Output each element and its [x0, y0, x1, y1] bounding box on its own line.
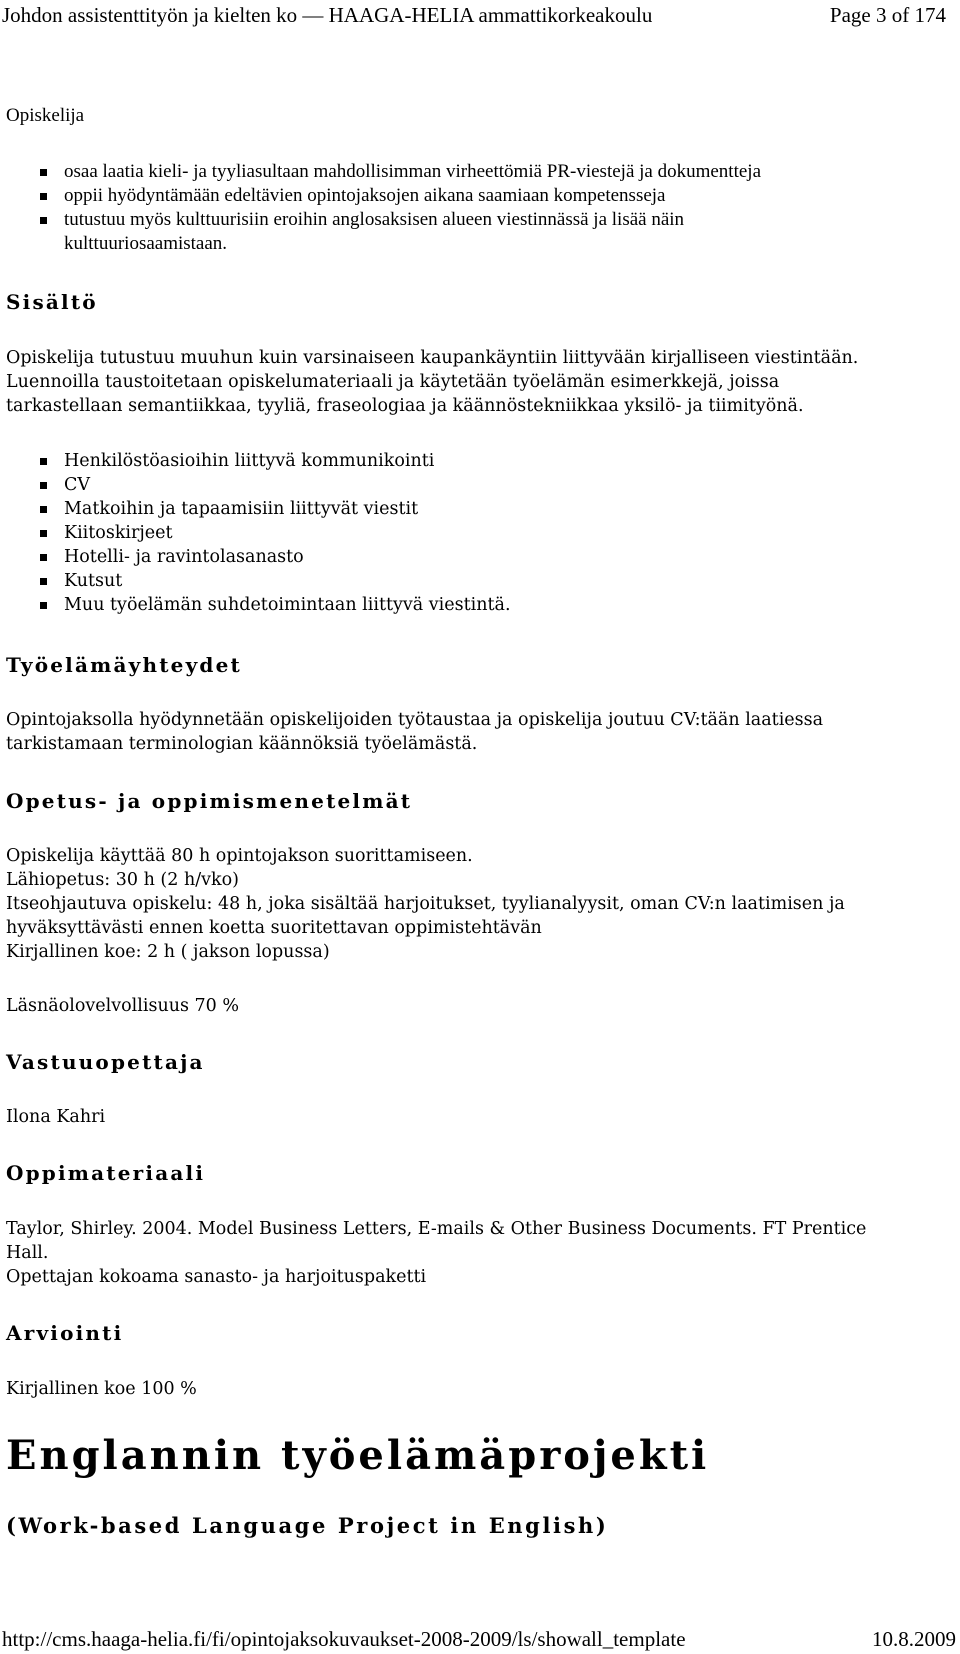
square-bullet-icon [40, 506, 47, 513]
list-item: Muu työelämän suhdetoimintaan liittyvä viestintä. [6, 593, 936, 617]
opetus-text-line: hyväksyttävästi ennen koetta suoritettavan oppimistehtävän [6, 918, 542, 938]
material-text-line: Taylor, Shirley. 2004. Model Business Letters, E-mails & Other Business Documents. FT Prentice [6, 1219, 867, 1239]
list-item: Hotelli- ja ravintolasanasto [6, 545, 936, 569]
square-bullet-icon [40, 458, 47, 465]
teacher-name: Ilona Kahri [6, 1107, 106, 1127]
section-heading-sisalto: Sisältö [6, 290, 98, 314]
tyoelama-text-line: Opintojaksolla hyödynnetään opiskelijoiden työtaustaa ja opiskelija joutuu CV:tään laatiessa [6, 710, 824, 730]
sisalto-topics-list [6, 449, 936, 617]
square-bullet-icon [40, 193, 47, 200]
course-subtitle: (Work-based Language Project in English) [6, 1513, 609, 1538]
section-heading-tyoelamayhteydet: Työelämäyhteydet [6, 653, 242, 677]
list-item: CV [6, 473, 936, 497]
material-text-line: Opettajan kokoama sanasto- ja harjoituspaketti [6, 1267, 427, 1287]
page-footer [0, 1624, 960, 1654]
section-heading-vastuuopettaja: Vastuuopettaja [6, 1050, 205, 1074]
list-item: osaa laatia kieli- ja tyyliasultaan mahdollisimman virheettömiä PR-viestejä ja dokumentteja [6, 160, 936, 184]
list-item: tutustuu myös kulttuurisiin eroihin anglosaksisen alueen viestinnässä ja lisää näin [6, 208, 936, 232]
square-bullet-icon [40, 169, 47, 176]
document-title: Johdon assistenttityön ja kielten ko — HAAGA-HELIA ammattikorkeakoulu [2, 3, 653, 27]
list-item: Kutsut [6, 569, 936, 593]
page-header [0, 0, 960, 30]
list-item-continuation: kulttuuriosaamistaan. [64, 233, 228, 254]
sisalto-text-line: Luennoilla taustoitetaan opiskelumateriaali ja käytetään työelämän esimerkkejä, joissa [6, 372, 780, 392]
square-bullet-icon [40, 482, 47, 489]
opetus-text-line: Kirjallinen koe: 2 h ( jakson lopussa) [6, 942, 330, 962]
tyoelama-text-line: tarkistamaan terminologian käännöksiä työelämästä. [6, 734, 478, 754]
sisalto-text-line: tarkastellaan semantiikkaa, tyyliä, fraseologiaa ja käännöstekniikkaa yksilö- ja tiimityönä. [6, 396, 804, 416]
list-item: oppii hyödyntämään edeltävien opintojaksojen aikana saamiaan kompetensseja [6, 184, 936, 208]
opetus-text-line: Opiskelija käyttää 80 h opintojakson suorittamiseen. [6, 846, 473, 866]
list-item: Kiitoskirjeet [6, 521, 936, 545]
course-title: Englannin työelämäprojekti [6, 1432, 710, 1479]
opetus-text-line: Itseohjautuva opiskelu: 48 h, joka sisältää harjoitukset, tyylianalyysit, oman CV:n laatimisen ja [6, 894, 845, 914]
goals-list [6, 160, 936, 256]
square-bullet-icon [40, 530, 47, 537]
section-heading-opetus: Opetus- ja oppimismenetelmät [6, 789, 413, 813]
material-text-line: Hall. [6, 1243, 49, 1263]
square-bullet-icon [40, 554, 47, 561]
list-item: Matkoihin ja tapaamisiin liittyvät viestit [6, 497, 936, 521]
sisalto-text-line: Opiskelija tutustuu muuhun kuin varsinaiseen kaupankäyntiin liittyvään kirjalliseen viestintään. [6, 348, 859, 368]
square-bullet-icon [40, 602, 47, 609]
opetus-text-line: Lähiopetus: 30 h (2 h/vko) [6, 870, 239, 890]
assessment-text: Kirjallinen koe 100 % [6, 1379, 197, 1399]
print-date: 10.8.2009 [872, 1627, 956, 1651]
section-heading-arviointi: Arviointi [6, 1321, 124, 1345]
square-bullet-icon [40, 217, 47, 224]
square-bullet-icon [40, 578, 47, 585]
page-number: Page 3 of 174 [829, 3, 946, 27]
attendance-requirement: Läsnäolovelvollisuus 70 % [6, 996, 239, 1016]
list-item: Henkilöstöasioihin liittyvä kommunikointi [6, 449, 936, 473]
source-url: http://cms.haaga-helia.fi/fi/opintojaksokuvaukset-2008-2009/ls/showall_template [2, 1627, 686, 1651]
opiskelija-label: Opiskelija [6, 105, 85, 126]
section-heading-oppimateriaali: Oppimateriaali [6, 1161, 206, 1185]
